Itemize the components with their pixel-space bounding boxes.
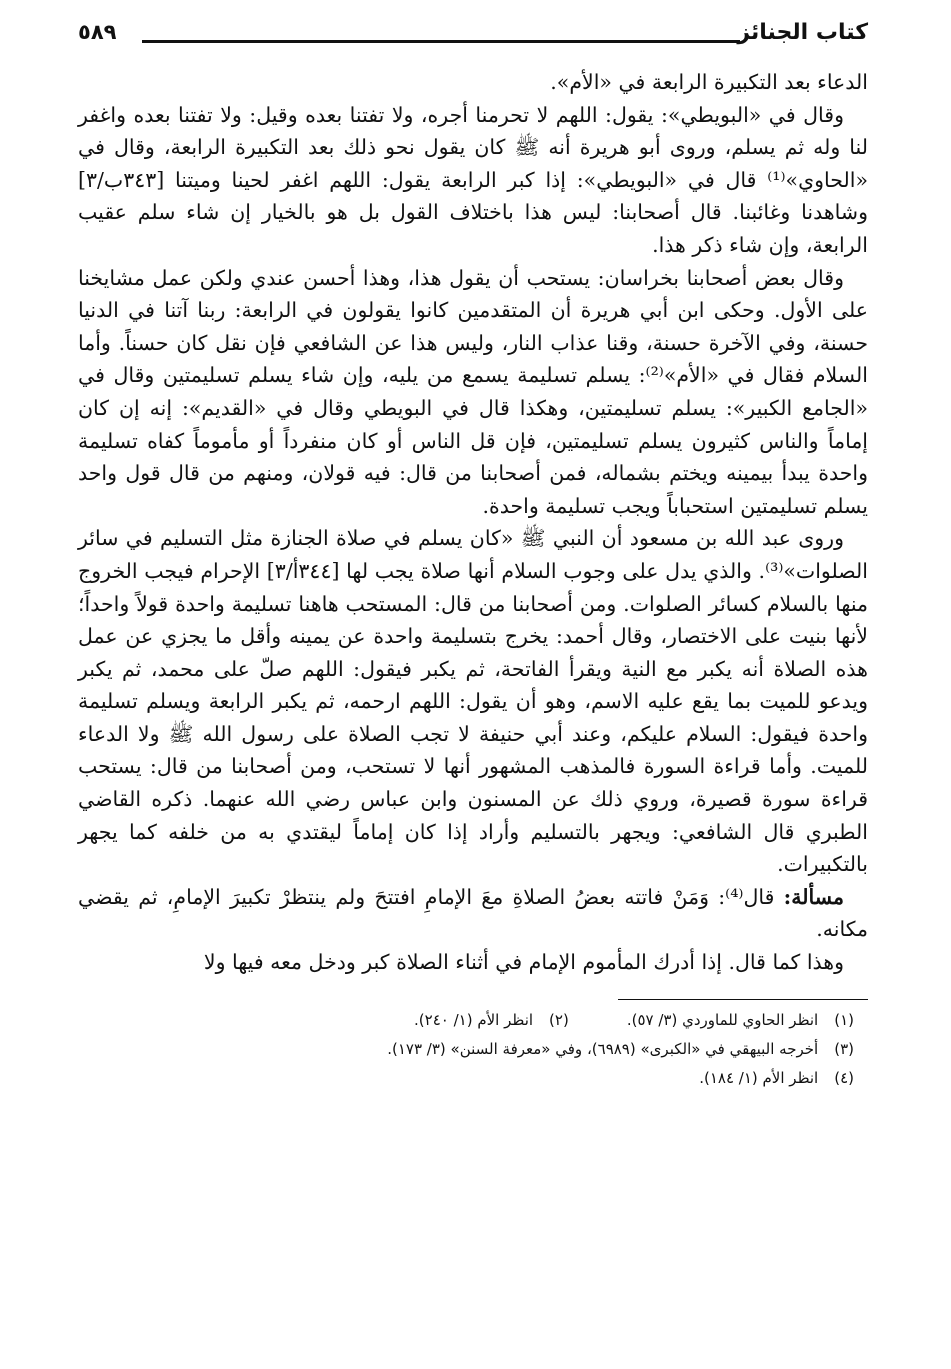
footnote-rule: [618, 999, 868, 1000]
footnote-4: [699, 1064, 854, 1093]
paragraph-last: وهذا كما قال. إذا أدرك المأموم الإمام في أثناء الصلاة كبر ودخل معه فيها ولا: [203, 950, 844, 975]
footnote-text: انظر الحاوي للماوردي (٣/ ٥٧).: [626, 1010, 819, 1029]
footnote-3: [387, 1035, 854, 1064]
footnote-row: [78, 1006, 854, 1035]
footnote-number: (١): [834, 1010, 854, 1029]
masala-text: قال⁽⁴⁾: وَمَنْ فاتته بعضُ الصلاةِ معَ الإمامِ افتتحَ ولم ينتظرْ تكبيرَ الإمامِ، ثم يقضي مكانه.: [78, 884, 868, 942]
masala-label: مسألة:: [783, 884, 844, 909]
footnote-number: (٣): [834, 1039, 854, 1058]
page-number: ٥٨٩: [78, 20, 117, 44]
paragraph-buwayti: وقال في «البويطي»: يقول: اللهم لا تحرمنا أجره، ولا تفتنا بعده وقيل: ولا تفتنا بعده واغفر لنا وله ثم يسلم، وروى أبو هريرة أنه ﷺ كان يقول نحو ذلك بعد التكبيرة الرابعة، وقال في «الحاوي»⁽¹⁾ قال في «البويطي»: إذا كبر الرابعة يقول: اللهم اغفر لحينا وميتنا [٣٤٣ب/٣] وشاهدنا وغائبنا. قال أصحابنا: ليس هذا باختلاف القول بل هو بالخيار إن شاء سلم عقيب الرابعة، وإن شاء ذكر هذا.: [78, 102, 868, 257]
footnote-1: [627, 1006, 854, 1035]
footnote-2: [414, 1006, 569, 1035]
footnote-number: (٤): [834, 1068, 854, 1087]
header-rule: [142, 40, 740, 43]
chapter-title: كتاب الجنائز: [737, 20, 868, 45]
footnote-row: [78, 1035, 854, 1064]
footnote-text: انظر الأم (١/ ٢٤٠).: [414, 1010, 534, 1029]
paragraph-continuation: الدعاء بعد التكبيرة الرابعة في «الأم».: [550, 70, 868, 94]
footnotes: [78, 1006, 868, 1093]
paragraph-ibn-masud: وروى عبد الله بن مسعود أن النبي ﷺ «كان يسلم في صلاة الجنازة مثل التسليم في سائر الصلوات»⁽³⁾. والذي يدل على وجوب السلام أنها صلاة يجب لها [٣٤٤أ/٣] الإحرام فيجب الخروج منها بالسلام كسائر الصلوات. ومن أصحابنا من قال: المستحب هاهنا تسليمة واحدة قولاً واحداً؛ لأنها بنيت على الاختصار، وقال أحمد: يخرج بتسليمة واحدة عن يمينه وأقل ما يجزي عن عمل هذه الصلاة أنه يكبر مع النية ويقرأ الفاتحة، ثم يكبر فيقول: اللهم صلّ على محمد، ثم يكبر ويدعو للميت بما يقع عليه الاسم، وهو أن يقول: اللهم ارحمه، ثم يكبر الرابعة ويسلم تسليمة واحدة فيقول: السلام عليكم، وعند أبي حنيفة لا تجب الصلاة على رسول الله ﷺ ولا الدعاء للميت. وأما قراءة السورة فالمذهب المشهور أنها لا تستحب، ومن أصحابنا من قال: يستحب قراءة سورة قصيرة، وروي ذلك عن المسنون وابن عباس رضي الله عنهما. ذكره القاضي الطبري قال الشافعي: ويجهر بالتسليم وأراد إذا كان إماماً ليقتدي به من خلفه كما يجهر بالتكبيرات.: [78, 526, 868, 877]
footnote-text: أخرجه البيهقي في «الكبرى» (٦٩٨٩)، وفي «معرفة السنن» (٣/ ١٧٣).: [387, 1039, 819, 1058]
masala-paragraph: [78, 881, 868, 946]
footnote-text: انظر الأم (١/ ١٨٤).: [699, 1068, 819, 1087]
running-head: [78, 18, 868, 58]
body-text: [78, 66, 868, 979]
book-page: [78, 18, 868, 1093]
paragraph-khurasan: وقال بعض أصحابنا بخراسان: يستحب أن يقول هذا، وهذا أحسن عندي ولكن عمل مشايخنا على الأول. وحكى ابن أبي هريرة أن المتقدمين كانوا يقولون في الرابعة: ربنا آتنا في الدنيا حسنة، وفي الآخرة حسنة، وقنا عذاب النار، وليس هذا عن الشافعي فإن نقل كان حسناً. وأما السلام فقال في «الأم»⁽²⁾: يسلم تسليمة يسمع من يليه، وإن شاء يسلم تسليمتين وقال في «الجامع الكبير»: يسلم تسليمتين، وهكذا قال في البويطي وقال في «القديم»: إنه إن كان إماماً والناس كثيرون يسلم تسليمتين، فإن قل الناس أو كان منفرداً أو مأموماً كفاه تسليمة واحدة يبدأ بيمينه ويختم بشماله، فمن أصحابنا من قال: فيه قولان، ومنهم من قال قول واحد يسلم تسليمتين استحباباً ويجب تسليمة واحدة.: [78, 265, 868, 518]
footnote-row: [78, 1064, 854, 1093]
footnote-number: (٢): [549, 1010, 569, 1029]
